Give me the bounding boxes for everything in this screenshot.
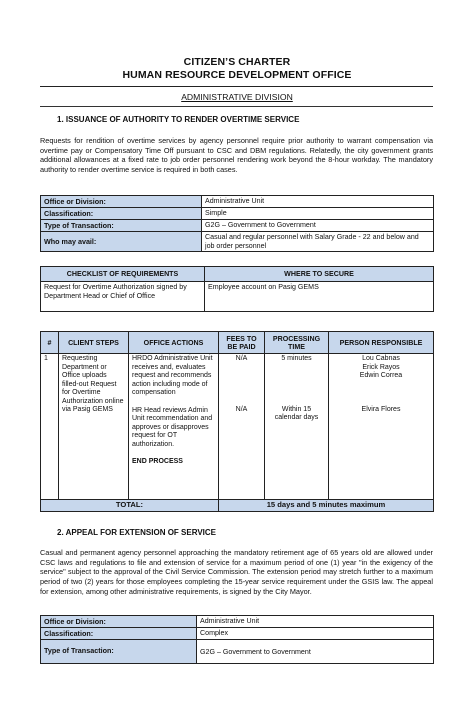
who-may-avail-value: Casual and regular personnel with Salary Grade - 22 and below and job order personnel bbox=[202, 232, 434, 252]
classification-value: Simple bbox=[202, 208, 434, 220]
fee-1: N/A bbox=[235, 355, 248, 362]
checklist-table bbox=[40, 266, 434, 312]
transaction-type-value: G2G – Government to Government bbox=[202, 220, 434, 232]
title-divider bbox=[40, 86, 433, 87]
office-label: Office or Division: bbox=[41, 196, 202, 208]
processing-time-header: PROCESSING TIME bbox=[265, 332, 329, 354]
office-actions-header: OFFICE ACTIONS bbox=[129, 332, 219, 354]
office-actions-cell bbox=[129, 354, 219, 500]
office-action-2: HR Head reviews Admin Unit recommendation and approves or disapproves request for OT authorization. bbox=[132, 406, 213, 448]
person-responsible-header: PERSON RESPONSIBLE bbox=[329, 332, 434, 354]
fees-header: FEES TO BE PAID bbox=[219, 332, 265, 354]
division-heading bbox=[0, 92, 474, 102]
client-step: Requesting Department or Office uploads filled-out Request for Overtime Authorization online via Pasig GEMS bbox=[59, 354, 129, 500]
person-1c: Edwin Correa bbox=[359, 372, 403, 379]
charter-title: CITIZEN’S CHARTER bbox=[183, 56, 291, 68]
step-number: 1 bbox=[41, 354, 59, 500]
where-to-secure-cell: Employee account on Pasig GEMS bbox=[205, 282, 434, 312]
who-may-avail-label: Who may avail: bbox=[41, 232, 202, 252]
fees-cell bbox=[219, 354, 265, 500]
appeal-info-table bbox=[40, 615, 434, 664]
office-action-1: HRDO Administrative Unit receives and, evaluates request and recommends action including mode of compensation bbox=[132, 355, 213, 396]
division-divider bbox=[40, 106, 433, 107]
person-responsible-cell bbox=[329, 354, 434, 500]
time-1: 5 minutes bbox=[281, 355, 312, 362]
person-2: Elvira Flores bbox=[361, 405, 401, 413]
division-label: ADMINISTRATIVE DIVISION bbox=[181, 92, 293, 102]
section2-paragraph: Casual and permanent agency personnel approaching the mandatory retirement age of 65 years old are allowed under CSC laws and regulations to file and extension of service for a maximum period of one (1) year "in the exigency of the service" subject to the approval of the Civil Service Commission. The extension period may stretch further to a maximum period of two (2) years for those employees completing the 15-year service requirement under the GSIS law. The appeal for extension, among other administrative requirements, is signed by the City Mayor. bbox=[40, 548, 433, 596]
section1-paragraph: Requests for rendition of overtime services by agency personnel require prior authority to warrant compensation via overtime pay or Compensatory Time Off pursuant to CSC and DBM regulations. Relatedly, the city government grants additional allowances at a fixed rate to job order personnel rendering work beyond the 8-hour workday. The mandatory authority to render overtime service is required in both cases. bbox=[40, 136, 433, 175]
requirement-cell: Request for Overtime Authorization signed by Department Head or Chief of Office bbox=[41, 282, 205, 312]
office-value: Administrative Unit bbox=[202, 196, 434, 208]
fee-2: N/A bbox=[235, 405, 248, 413]
person-1a: Lou Cabnas bbox=[362, 355, 400, 362]
person-1b: Erick Rayos bbox=[362, 363, 400, 371]
step-number-header: # bbox=[41, 332, 59, 354]
appeal-transaction-type-value: G2G – Government to Government bbox=[197, 640, 434, 664]
processing-time-cell bbox=[265, 354, 329, 500]
end-process-label: END PROCESS bbox=[132, 458, 183, 465]
table-row bbox=[41, 354, 434, 500]
checklist-header: CHECKLIST OF REQUIREMENTS bbox=[41, 267, 205, 282]
section2-heading: 2. APPEAL FOR EXTENSION OF SERVICE bbox=[57, 528, 216, 537]
appeal-office-value: Administrative Unit bbox=[197, 616, 434, 628]
service-info-table bbox=[40, 195, 434, 252]
appeal-transaction-type-label: Type of Transaction: bbox=[41, 640, 197, 664]
section1-heading: 1. ISSUANCE OF AUTHORITY TO RENDER OVERTIME SERVICE bbox=[57, 115, 300, 124]
appeal-office-label: Office or Division: bbox=[41, 616, 197, 628]
transaction-type-label: Type of Transaction: bbox=[41, 220, 202, 232]
client-steps-header: CLIENT STEPS bbox=[59, 332, 129, 354]
classification-label: Classification: bbox=[41, 208, 202, 220]
appeal-classification-value: Complex bbox=[197, 628, 434, 640]
time-2: Within 15 calendar days bbox=[274, 405, 319, 421]
appeal-classification-label: Classification: bbox=[41, 628, 197, 640]
office-title: HUMAN RESOURCE DEVELOPMENT OFFICE bbox=[122, 69, 352, 81]
total-value: 15 days and 5 minutes maximum bbox=[219, 500, 434, 512]
total-label: TOTAL: bbox=[41, 500, 219, 512]
where-to-secure-header: WHERE TO SECURE bbox=[205, 267, 434, 282]
process-steps-table bbox=[40, 331, 434, 512]
